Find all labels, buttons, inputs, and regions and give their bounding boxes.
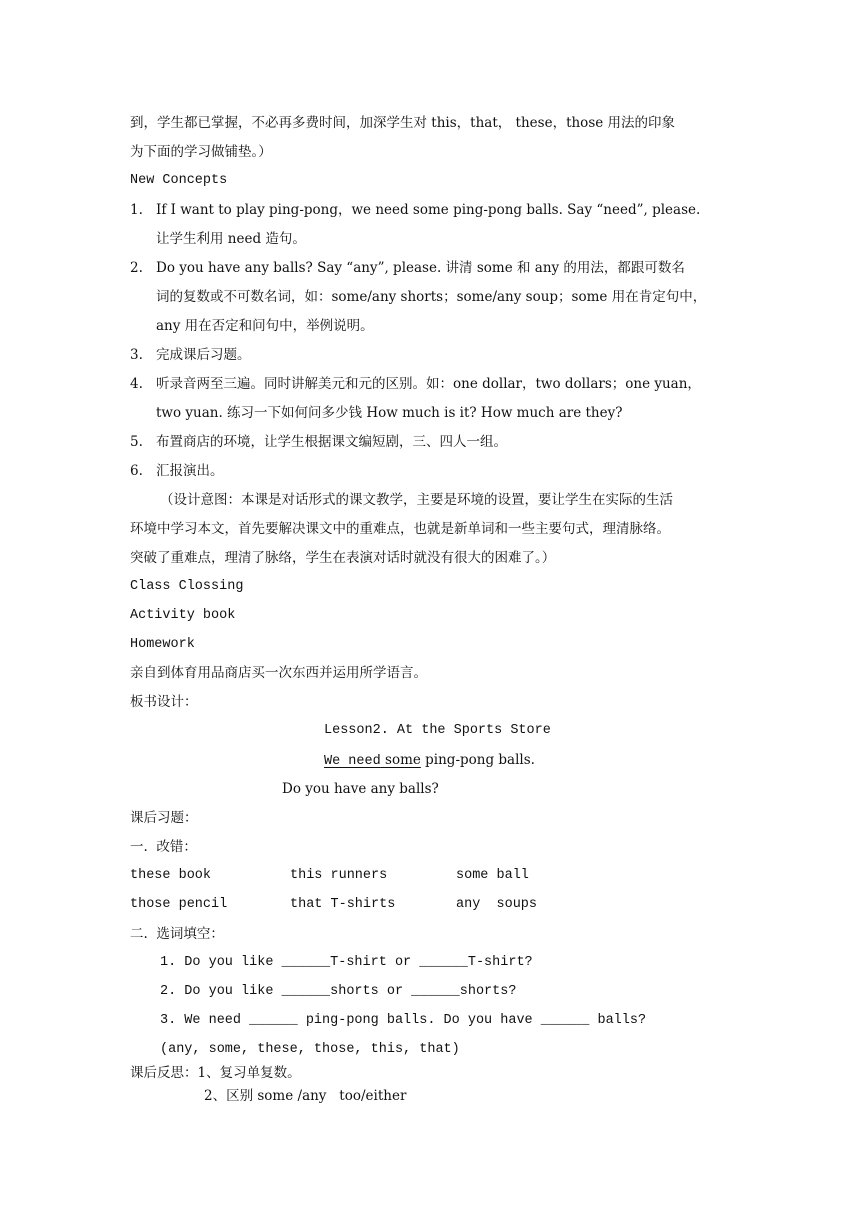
item-text: Do you have any balls? Say “any”, please. 讲清 some 和 any 的用法，都跟可数名 xyxy=(156,260,685,276)
item-number: 6. xyxy=(130,463,143,479)
concept-item-1 xyxy=(130,201,700,219)
board-heading: 板书设计： xyxy=(130,694,198,710)
sentence-rest: ping-pong balls. xyxy=(420,752,535,768)
concept-item-5 xyxy=(130,433,507,451)
item-number: 4. xyxy=(130,376,143,392)
class-closing-heading: Class Clossing xyxy=(130,579,244,594)
underlined-some: some xyxy=(380,752,421,768)
concept-item-1-line-2: 让学生利用 need 造句。 xyxy=(156,231,306,247)
item-number: 3. xyxy=(130,347,143,363)
concept-item-2-line-2: 词的复数或不可数名词，如：some/any shorts；some/any soup；some 用在肯定句中， xyxy=(156,289,707,305)
correction-cell: some ball xyxy=(456,868,529,883)
reflection-line-2: 2、区别 some /any too/either xyxy=(204,1088,407,1104)
exercise-part-1-label: 一. 改错： xyxy=(130,839,197,855)
fill-blank-item-1: 1. Do you like ______T-shirt or ______T-shirt? xyxy=(160,955,533,970)
concept-item-2-line-3: any 用在否定和问句中，举例说明。 xyxy=(156,318,374,334)
new-concepts-heading: New Concepts xyxy=(130,173,228,188)
design-note-line-1: （设计意图：本课是对话形式的课文教学，主要是环境的设置，要让学生在实际的生活 xyxy=(160,492,673,508)
intro-line-1: 到，学生都已掌握，不必再多费时间，加深学生对 this，that， these，those 用法的印象 xyxy=(130,115,676,131)
correction-cell: any soups xyxy=(456,897,538,912)
correction-cell: those pencil xyxy=(130,897,228,912)
item-number: 1. xyxy=(130,202,143,218)
design-note-line-3: 突破了重难点，理清了脉络，学生在表演对话时就没有很大的困难了。） xyxy=(130,550,556,566)
board-sentence-2: Do you have any balls? xyxy=(282,781,439,797)
exercise-part-2-label: 二. 选词填空： xyxy=(130,926,224,942)
item-text: 布置商店的环境，让学生根据课文编短剧，三、四人一组。 xyxy=(156,434,507,450)
board-title: Lesson2. At the Sports Store xyxy=(324,723,551,738)
item-number: 2. xyxy=(130,260,143,276)
item-text: 听录音两至三遍。同时讲解美元和元的区别。如：one dollar，two dollars；one yuan， xyxy=(156,376,701,392)
activity-book-heading: Activity book xyxy=(130,608,236,623)
board-sentence-1 xyxy=(324,751,535,771)
fill-blank-item-3: 3. We need ______ ping-pong balls. Do you have ______ balls? xyxy=(160,1013,647,1028)
homework-text: 亲自到体育用品商店买一次东西并运用所学语言。 xyxy=(130,665,427,681)
underlined-we-need: We need xyxy=(324,754,381,769)
concept-item-3 xyxy=(130,346,251,364)
item-text: If I want to play ping-pong，we need some ping-pong balls. Say “need”, please. xyxy=(156,202,701,218)
exercises-heading: 课后习题： xyxy=(130,810,198,826)
homework-heading: Homework xyxy=(130,637,195,652)
design-note-line-2: 环境中学习本文，首先要解决课文中的重难点，也就是新单词和一些主要句式，理清脉络。 xyxy=(130,521,670,537)
concept-item-4 xyxy=(130,375,701,393)
correction-cell: that T-shirts xyxy=(290,897,396,912)
item-text: 汇报演出。 xyxy=(156,463,224,479)
fill-blank-options: (any, some, these, those, this, that) xyxy=(160,1042,460,1057)
correction-cell: these book xyxy=(130,868,212,883)
concept-item-4-line-2: two yuan. 练习一下如何问多少钱 How much is it? How much are they? xyxy=(156,405,623,421)
item-number: 5. xyxy=(130,434,143,450)
concept-item-6 xyxy=(130,462,224,480)
intro-line-2: 为下面的学习做铺垫。） xyxy=(130,144,272,160)
fill-blank-item-2: 2. Do you like ______shorts or ______shorts? xyxy=(160,984,517,999)
correction-cell: this runners xyxy=(290,868,388,883)
concept-item-2 xyxy=(130,259,685,277)
reflection-line-1: 课后反思：1、复习单复数。 xyxy=(130,1065,301,1081)
item-text: 完成课后习题。 xyxy=(156,347,251,363)
